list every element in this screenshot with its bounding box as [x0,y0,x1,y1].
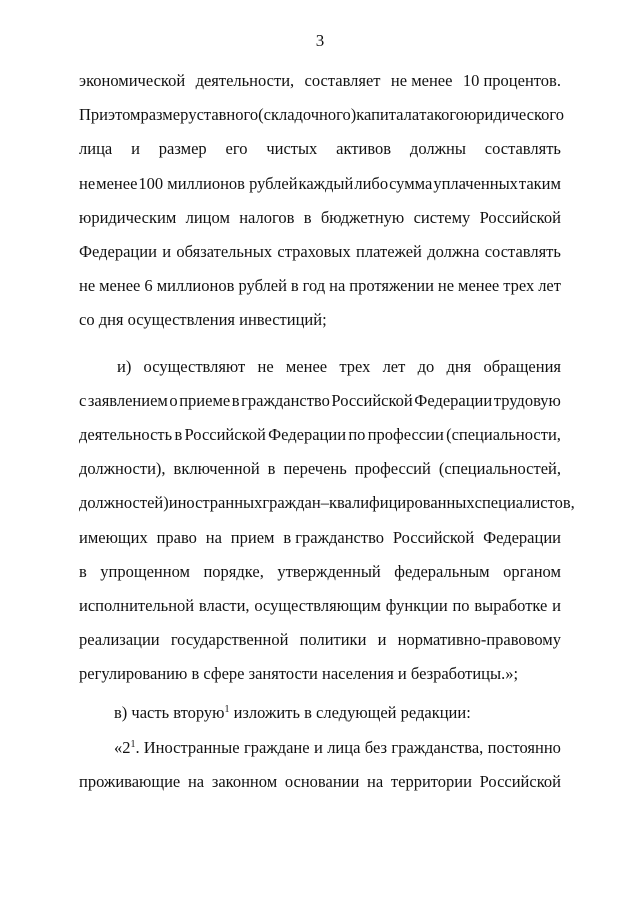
word: реализации [79,630,160,650]
text-line [79,303,561,337]
word: право [156,527,197,547]
text-line [79,657,561,691]
word: с [79,390,87,410]
word: должны [409,139,466,159]
word: в [231,390,240,410]
text-line [79,589,561,623]
text-line [79,731,561,765]
word: сумма [389,173,433,193]
text-line [79,520,561,554]
word: такого [419,105,464,125]
word: в [303,207,312,227]
word: менее [99,276,141,296]
word: капитала [356,105,420,125]
word: менее [458,276,500,296]
word: его [225,139,248,159]
word: осуществляющим [254,595,382,615]
text-line [79,555,561,589]
word: на [205,527,222,547]
word: должностей) [79,493,169,513]
text-line [79,350,561,384]
word: в [174,424,183,444]
word: по [348,424,366,444]
paragraph-end: регулированию в сфере занятости населения и безработицы.»; [79,664,519,684]
word: на [187,771,205,791]
text-line [79,486,575,520]
word: лет [538,276,561,296]
item-number: «2 [114,737,131,757]
word: в [79,561,87,581]
word: (складочного) [258,105,357,125]
word: 6 миллионов рублей [144,276,287,296]
word: юридического [463,105,565,125]
word: 100 миллионов рублей [138,173,298,193]
text-line [79,235,561,269]
superscript: 1 [224,704,230,716]
word: размер [140,105,189,125]
word: страховых [277,242,351,262]
word: лица [79,139,113,159]
word: осуществляют [143,356,246,376]
word: профессий [354,459,431,479]
page-number: 3 [315,31,325,50]
word: на [329,276,346,296]
text-line [79,384,561,418]
word: в гражданство [283,527,385,547]
document-body [79,64,575,799]
superscript: 1 [130,738,136,750]
word: лет [382,356,406,376]
word: Федерации [414,390,493,410]
word: и [162,242,172,262]
word: протяжении [349,276,434,296]
word: – [320,493,329,513]
word: каждый [298,173,354,193]
word: уплаченных [433,173,518,193]
word: составляет [304,71,381,91]
word: федеральным [394,561,490,581]
text-line [79,418,561,452]
word: и) [117,356,132,376]
word: не [437,276,455,296]
text-line [79,132,561,166]
word: приеме [179,390,231,410]
word: прием [230,527,275,547]
word: менее [96,173,138,193]
word: Федерации [79,242,157,262]
word: бюджетную [320,207,405,227]
word: основании [284,771,360,791]
word: деятельности, [195,71,295,91]
word: деятельность [79,424,173,444]
word: должна [427,242,480,262]
word: (специальностей, [438,459,561,479]
word: и [377,630,387,650]
word: граждане [243,737,310,757]
word: включенной [173,459,260,479]
word: активов [336,139,392,159]
word: по [452,595,470,615]
word: иностранных [168,493,263,513]
word: в [290,276,299,296]
paragraph-end: со дня осуществления инвестиций; [79,310,327,330]
word: до [417,356,435,376]
text-line [79,64,561,98]
word: в [267,459,276,479]
word: дня [446,356,472,376]
text-line [79,696,561,730]
word: лицом [185,207,230,227]
word: гражданства, [391,737,484,757]
word: Российской [479,207,561,227]
text-line [79,269,561,303]
word: либо [354,173,389,193]
word: менее [285,356,328,376]
word: профессии [367,424,444,444]
word: политики [299,630,367,650]
word: трех [339,356,371,376]
paragraph-spacing [79,338,561,350]
word: юридическим [79,207,177,227]
word: размер [158,139,207,159]
word: (специальности, [446,424,561,444]
word: утвержденный [277,561,381,581]
word: чистых [266,139,318,159]
word: не [79,173,96,193]
word: проживающие [79,771,181,791]
word: Федерации [483,527,561,547]
word: таким [518,173,561,193]
word: При [79,105,108,125]
word: законном [211,771,278,791]
word: не [257,356,274,376]
quoted-item-number [114,738,240,758]
word: не [79,276,96,296]
word: заявлением [87,390,168,410]
text-line [79,452,561,486]
word: год [302,276,326,296]
amendment-instruction [114,703,471,723]
word: обязательных [176,242,273,262]
word: экономической [79,71,186,91]
word: квалифицированных [328,493,475,513]
word: налогов [239,207,295,227]
word: исполнительной [79,595,195,615]
word: Российской [184,424,266,444]
word: территории [390,771,472,791]
word: обращения [483,356,561,376]
instruction-suffix: изложить в следующей редакции: [229,703,471,723]
word: гражданство [241,390,330,410]
word: нормативно-правовому [397,630,561,650]
word: о [169,390,178,410]
word: Российской [479,771,561,791]
word: власти, [198,595,250,615]
word: упрощенном [100,561,190,581]
word: Федерации [268,424,347,444]
text-line [79,98,565,132]
word: Российской [392,527,475,547]
word: платежей [356,242,422,262]
word: должности), [79,459,166,479]
word: государственной [170,630,289,650]
word: имеющих [79,527,148,547]
word: выработке [474,595,548,615]
word: граждан [262,493,321,513]
word: органом [503,561,561,581]
text-line [79,201,561,235]
instruction-prefix: в) часть вторую [114,703,225,723]
word: 10 процентов. [462,71,561,91]
word: не менее [390,71,453,91]
word: функции [385,595,448,615]
word: этом [108,105,141,125]
word: . Иностранные [135,737,240,757]
word: составлять [484,242,561,262]
text-line [79,623,561,657]
word: и [131,139,140,159]
word: перечень [283,459,347,479]
word: составлять [484,139,561,159]
text-line [79,765,561,799]
word: уставного [188,105,259,125]
word: постоянно [487,737,561,757]
word: трудовую [493,390,561,410]
word: трех [503,276,535,296]
word: на [367,771,384,791]
word: специалистов, [474,493,575,513]
word: и [313,737,323,757]
word: без [364,737,388,757]
word: лица [327,737,361,757]
word: Российской [331,390,413,410]
word: порядке, [203,561,264,581]
word: систему [413,207,471,227]
word: и [552,595,561,615]
text-line [79,167,561,201]
